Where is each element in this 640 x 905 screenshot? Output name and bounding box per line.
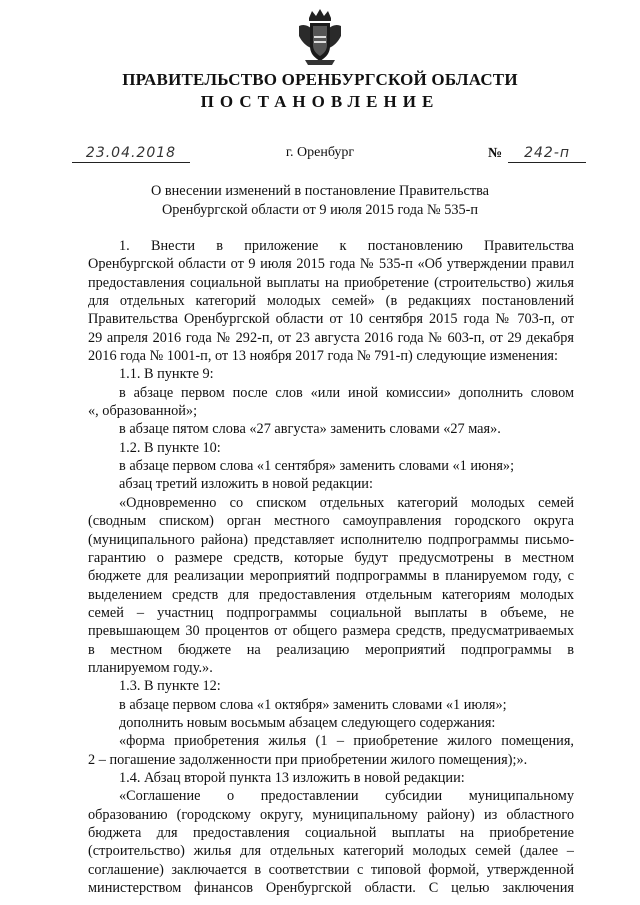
body-line: (строительство) жилья для отдельных категорий молодых семей (далее –	[88, 843, 574, 860]
body-line: в абзаце пятом слова «27 августа» заменить словами «27 мая».	[119, 421, 501, 438]
coat-of-arms-icon	[295, 8, 345, 66]
decree-body	[88, 237, 574, 897]
body-line: бюджета для предоставления социальной выплаты на приобретение	[88, 825, 574, 841]
body-line: в абзаце первом слова «1 октября» заменить словами «1 июля»;	[119, 696, 507, 713]
body-line: гарантию о размере средств, которые будут предусмотрены в местном	[88, 549, 574, 566]
decree-subject	[110, 182, 530, 219]
body-line: соглашение) заключается в соответствии с типовой формой, утвержденной	[88, 861, 574, 878]
subject-line: О внесении изменений в постановление Правительства	[150, 183, 490, 199]
body-line: 1.3. В пункте 12:	[119, 678, 221, 695]
body-line: (сводным списком) орган местного самоуправления городского округа	[88, 513, 574, 530]
body-line: министерством финансов Оренбургской области. С целью заключения	[88, 880, 574, 897]
body-line: выделением средств для предоставления отдельным категориям молодых	[88, 586, 574, 603]
body-line: Правительства Оренбургской области от 10 сентября 2015 года № 703-п, от	[88, 311, 574, 328]
decree-number: 242-п	[508, 144, 586, 163]
body-line: в местном бюджете на реализацию мероприятий подпрограммы в	[88, 641, 574, 658]
body-line: дополнить новым восьмым абзацем следующего содержания:	[119, 714, 496, 731]
body-line: образованию (городскому округу, муниципальному району) из областного	[88, 806, 574, 823]
body-line: 1.1. В пункте 9:	[119, 366, 214, 383]
body-line: 29 апреля 2016 года № 292-п, от 23 августа 2016 года № 603-п, от 29 декабря	[88, 329, 574, 346]
body-line: в абзаце первом слова «1 сентября» заменить словами «1 июня»;	[119, 458, 515, 475]
decree-number-block	[488, 144, 586, 163]
body-line: 1.2. В пункте 10:	[119, 439, 221, 456]
body-line: «Соглашение о предоставлении субсидии муниципальному	[119, 788, 574, 805]
body-line: превышающем 30 процентов от общего размера средств, предусматриваемых	[88, 623, 574, 640]
body-line: «Одновременно со списком отдельных категорий молодых семей	[119, 494, 574, 511]
number-label: №	[488, 146, 503, 161]
decree-date: 23.04.2018	[72, 144, 190, 163]
body-line: в абзаце первом после слов «или иной комиссии» дополнить словом	[119, 384, 574, 401]
body-line: планируемом году.».	[88, 659, 213, 676]
body-line: «, образованной»;	[88, 403, 198, 420]
document-type: ПОСТАНОВЛЕНИЕ	[200, 92, 440, 111]
body-line: 2016 года № 1001-п, от 13 ноября 2017 года № 791-п) следующие изменения:	[88, 348, 558, 365]
decree-city: г. Оренбург	[285, 145, 355, 160]
body-line: бюджете для реализации мероприятий подпрограммы в планируемом году, с	[88, 568, 574, 585]
body-line: (муниципального района) представляет исполнителю подпрограммы письмо-	[88, 531, 574, 548]
body-line: абзац третий изложить в новой редакции:	[119, 476, 373, 493]
body-line: 1. Внести в приложение к постановлению Правительства	[119, 238, 574, 254]
body-line: 2 – погашение задолженности при приобретении жилого помещения);».	[88, 751, 528, 768]
body-line: семей – участниц подпрограммы социальной выплаты в объеме, не	[88, 604, 574, 621]
subject-line: Оренбургской области от 9 июля 2015 года № 535-п	[161, 201, 479, 218]
government-title: ПРАВИТЕЛЬСТВО ОРЕНБУРГСКОЙ ОБЛАСТИ	[122, 70, 518, 89]
body-line: для отдельных категорий молодых семей» (в редакциях постановлений	[88, 293, 574, 310]
body-line: 1.4. Абзац второй пункта 13 изложить в новой редакции:	[119, 769, 465, 786]
body-line: Оренбургской области от 9 июля 2015 года № 535-п «Об утверждении правил	[88, 256, 574, 273]
body-line: «форма приобретения жилья (1 – приобретение жилого помещения,	[119, 733, 574, 750]
body-line: предоставления социальной выплаты на приобретение (строительство) жилья	[88, 274, 574, 291]
